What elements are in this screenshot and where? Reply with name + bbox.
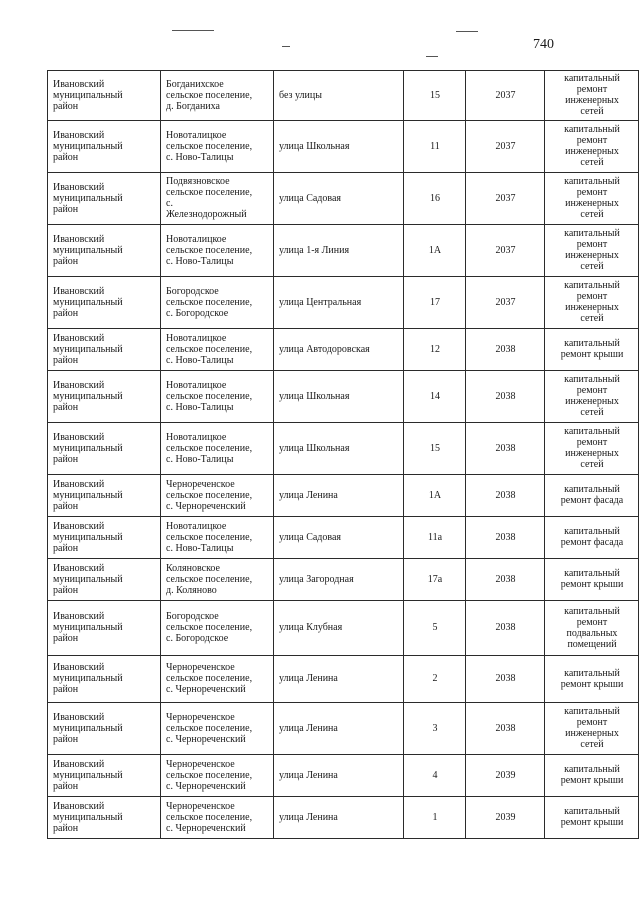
work-type-cell [545,371,639,423]
table-row [48,371,639,423]
street-cell-text: улица Садовая [279,192,342,204]
year-cell [466,601,545,656]
work-type-cell [545,656,639,703]
settlement-cell [161,423,274,475]
house-number-cell-text: 1 [432,811,438,823]
district-cell-text: Ивановский муниципальный район [53,285,123,319]
year-cell [466,755,545,797]
year-cell [466,225,545,277]
street-cell-text: улица Школьная [279,140,350,152]
settlement-cell-text: Богданихское сельское поселение, д. Богданиха [166,78,253,112]
district-cell [48,121,161,173]
settlement-cell-text: Новоталицкое сельское поселение, с. Ново-Талицы [166,233,253,267]
year-cell-text: 2039 [495,769,516,781]
house-number-cell [404,371,466,423]
settlement-cell [161,559,274,601]
street-cell-text: без улицы [279,89,322,101]
table-row [48,755,639,797]
street-cell [274,371,404,423]
street-cell [274,173,404,225]
year-cell [466,173,545,225]
district-cell [48,329,161,371]
work-type-cell [545,517,639,559]
district-cell-text: Ивановский муниципальный район [53,233,123,267]
year-cell [466,703,545,755]
work-type-cell [545,277,639,329]
work-type-cell [545,797,639,839]
street-cell [274,475,404,517]
settlement-cell [161,225,274,277]
street-cell [274,329,404,371]
settlement-cell-text: Чернореченское сельское поселение, с. Чернореченский [166,758,253,792]
settlement-cell [161,475,274,517]
table-row [48,329,639,371]
table-row [48,225,639,277]
district-cell [48,475,161,517]
street-cell [274,601,404,656]
house-number-cell-text: 15 [430,89,440,101]
house-number-cell [404,225,466,277]
settlement-cell [161,517,274,559]
house-number-cell-text: 2 [432,673,438,684]
district-cell-text: Ивановский муниципальный район [53,662,123,695]
house-number-cell [404,71,466,121]
work-type-cell-text: капитальный ремонт крыши [560,667,624,690]
housing-repair-table [47,70,639,839]
house-number-cell-text: 4 [432,769,438,781]
street-cell-text: улица Ленина [279,489,338,501]
house-number-cell-text: 17 [430,296,440,308]
street-cell [274,559,404,601]
district-cell-text: Ивановский муниципальный район [53,129,123,163]
work-type-cell [545,559,639,601]
work-type-cell-text: капитальный ремонт инженерных сетей [564,124,620,168]
street-cell-text: улица Автодоровская [279,343,370,355]
year-cell [466,329,545,371]
district-cell [48,371,161,423]
table-row [48,656,639,703]
street-cell-text: улица Садовая [279,531,342,543]
work-type-cell [545,329,639,371]
year-cell [466,121,545,173]
work-type-cell [545,225,639,277]
work-type-cell-text: капитальный ремонт инженерных сетей [564,374,620,418]
work-type-cell-text: капитальный ремонт крыши [560,568,624,590]
year-cell-text: 2038 [495,573,516,585]
district-cell [48,656,161,703]
district-cell [48,703,161,755]
district-cell-text: Ивановский муниципальный район [53,431,123,465]
house-number-cell [404,703,466,755]
house-number-cell [404,277,466,329]
table-row [48,277,639,329]
work-type-cell [545,475,639,517]
settlement-cell [161,755,274,797]
house-number-cell-text: 11 [430,140,440,152]
work-type-cell-text: капитальный ремонт инженерных сетей [564,426,620,470]
street-cell-text: улица Загородная [279,573,354,585]
table-row [48,475,639,517]
house-number-cell-text: 3 [432,722,438,734]
year-cell [466,475,545,517]
settlement-cell [161,277,274,329]
year-cell-text: 2039 [495,811,516,823]
street-cell-text: улица 1-я Линия [279,244,350,256]
year-cell-text: 2038 [495,442,516,454]
year-cell [466,71,545,121]
settlement-cell [161,329,274,371]
settlement-cell-text: Подвязновское сельское поселение, с. Железнодорожный [166,176,253,220]
settlement-cell-text: Новоталицкое сельское поселение, с. Ново-Талицы [166,431,253,465]
district-cell-text: Ивановский муниципальный район [53,332,123,366]
year-cell-text: 2037 [495,140,516,152]
table-row [48,71,639,121]
house-number-cell-text: 17а [427,573,443,585]
street-cell [274,71,404,121]
work-type-cell-text: капитальный ремонт крыши [560,806,624,828]
work-type-cell-text: капитальный ремонт инженерных сетей [564,73,620,117]
street-cell [274,225,404,277]
district-cell-text: Ивановский муниципальный район [53,611,123,644]
district-cell [48,225,161,277]
district-cell-text: Ивановский муниципальный район [53,758,123,792]
page-number: 740 [533,37,554,52]
street-cell-text: улица Ленина [279,811,338,823]
settlement-cell [161,601,274,656]
house-number-cell-text: 16 [430,192,440,204]
table-row [48,797,639,839]
house-number-cell-text: 1А [428,244,442,256]
settlement-cell [161,173,274,225]
district-cell [48,559,161,601]
settlement-cell-text: Новоталицкое сельское поселение, с. Ново-Талицы [166,129,253,163]
settlement-cell-text: Чернореченское сельское поселение, с. Чернореченский [166,711,253,745]
year-cell-text: 2038 [495,489,516,501]
scan-mark [282,46,290,47]
district-cell [48,601,161,656]
district-cell-text: Ивановский муниципальный район [53,800,123,834]
district-cell-text: Ивановский муниципальный район [53,478,123,512]
year-cell [466,517,545,559]
year-cell [466,797,545,839]
table-row [48,601,639,656]
year-cell [466,277,545,329]
year-cell-text: 2038 [495,722,516,734]
house-number-cell [404,423,466,475]
settlement-cell-text: Чернореченское сельское поселение, с. Чернореченский [166,662,253,695]
settlement-cell [161,656,274,703]
year-cell [466,371,545,423]
settlement-cell-text: Новоталицкое сельское поселение, с. Ново-Талицы [166,520,253,554]
work-type-cell-text: капитальный ремонт крыши [560,764,624,786]
work-type-cell-text: капитальный ремонт фасада [560,526,624,548]
table-row [48,559,639,601]
house-number-cell [404,559,466,601]
house-number-cell [404,329,466,371]
work-type-cell [545,71,639,121]
work-type-cell [545,755,639,797]
settlement-cell-text: Чернореченское сельское поселение, с. Чернореченский [166,800,253,834]
house-number-cell-text: 14 [430,390,440,402]
street-cell-text: улица Ленина [279,769,338,781]
work-type-cell [545,703,639,755]
work-type-cell-text: капитальный ремонт крыши [560,338,624,360]
house-number-cell [404,517,466,559]
district-cell-text: Ивановский муниципальный район [53,562,123,596]
year-cell-text: 2038 [495,622,516,633]
work-type-cell-text: капитальный ремонт инженерных сетей [564,706,620,750]
district-cell [48,71,161,121]
street-cell [274,703,404,755]
settlement-cell-text: Богородское сельское поселение, с. Богородское [166,611,253,644]
year-cell [466,423,545,475]
street-cell-text: улица Ленина [279,673,338,684]
house-number-cell [404,121,466,173]
scan-mark [426,56,438,57]
year-cell [466,559,545,601]
street-cell-text: улица Школьная [279,390,350,402]
house-number-cell [404,475,466,517]
street-cell [274,121,404,173]
table-row [48,121,639,173]
settlement-cell-text: Богородское сельское поселение, с. Богородское [166,285,253,319]
house-number-cell [404,797,466,839]
house-number-cell [404,601,466,656]
settlement-cell-text: Новоталицкое сельское поселение, с. Ново-Талицы [166,332,253,366]
house-number-cell-text: 1А [428,489,442,501]
street-cell [274,517,404,559]
year-cell-text: 2038 [495,343,516,355]
year-cell-text: 2037 [495,89,516,101]
house-number-cell-text: 5 [432,622,438,633]
scan-mark [456,31,478,32]
street-cell-text: улица Клубная [279,622,343,633]
street-cell-text: улица Школьная [279,442,350,454]
settlement-cell [161,797,274,839]
year-cell-text: 2038 [495,531,516,543]
work-type-cell [545,601,639,656]
street-cell [274,423,404,475]
year-cell-text: 2037 [495,192,516,204]
district-cell-text: Ивановский муниципальный район [53,181,123,215]
year-cell-text: 2037 [495,296,516,308]
work-type-cell-text: капитальный ремонт подвальных помещений [564,605,620,650]
settlement-cell [161,703,274,755]
house-number-cell [404,755,466,797]
work-type-cell [545,423,639,475]
street-cell-text: улица Ленина [279,722,338,734]
work-type-cell [545,121,639,173]
scan-mark [172,30,214,31]
district-cell [48,423,161,475]
table-row [48,703,639,755]
district-cell-text: Ивановский муниципальный район [53,520,123,554]
street-cell [274,755,404,797]
house-number-cell-text: 12 [430,343,440,355]
year-cell [466,656,545,703]
year-cell-text: 2038 [495,390,516,402]
district-cell-text: Ивановский муниципальный район [53,379,123,413]
settlement-cell-text: Коляновское сельское поселение, д. Коляново [166,562,253,596]
street-cell-text: улица Центральная [279,296,362,308]
district-cell [48,277,161,329]
year-cell-text: 2038 [495,673,516,684]
district-cell [48,173,161,225]
table-body [48,71,639,839]
table-row [48,423,639,475]
settlement-cell [161,371,274,423]
settlement-cell [161,121,274,173]
work-type-cell-text: капитальный ремонт инженерных сетей [564,280,620,324]
district-cell-text: Ивановский муниципальный район [53,78,123,112]
year-cell-text: 2037 [495,244,516,256]
settlement-cell-text: Чернореченское сельское поселение, с. Чернореченский [166,478,253,512]
district-cell [48,797,161,839]
street-cell [274,277,404,329]
work-type-cell-text: капитальный ремонт инженерных сетей [564,176,620,220]
district-cell [48,755,161,797]
settlement-cell [161,71,274,121]
settlement-cell-text: Новоталицкое сельское поселение, с. Ново-Талицы [166,379,253,413]
work-type-cell-text: капитальный ремонт фасада [560,484,624,506]
house-number-cell [404,173,466,225]
table-row [48,517,639,559]
table-row [48,173,639,225]
street-cell [274,656,404,703]
house-number-cell-text: 15 [430,442,440,454]
street-cell [274,797,404,839]
district-cell-text: Ивановский муниципальный район [53,711,123,745]
district-cell [48,517,161,559]
work-type-cell-text: капитальный ремонт инженерных сетей [564,228,620,272]
house-number-cell-text: 11а [427,531,443,543]
work-type-cell [545,173,639,225]
house-number-cell [404,656,466,703]
